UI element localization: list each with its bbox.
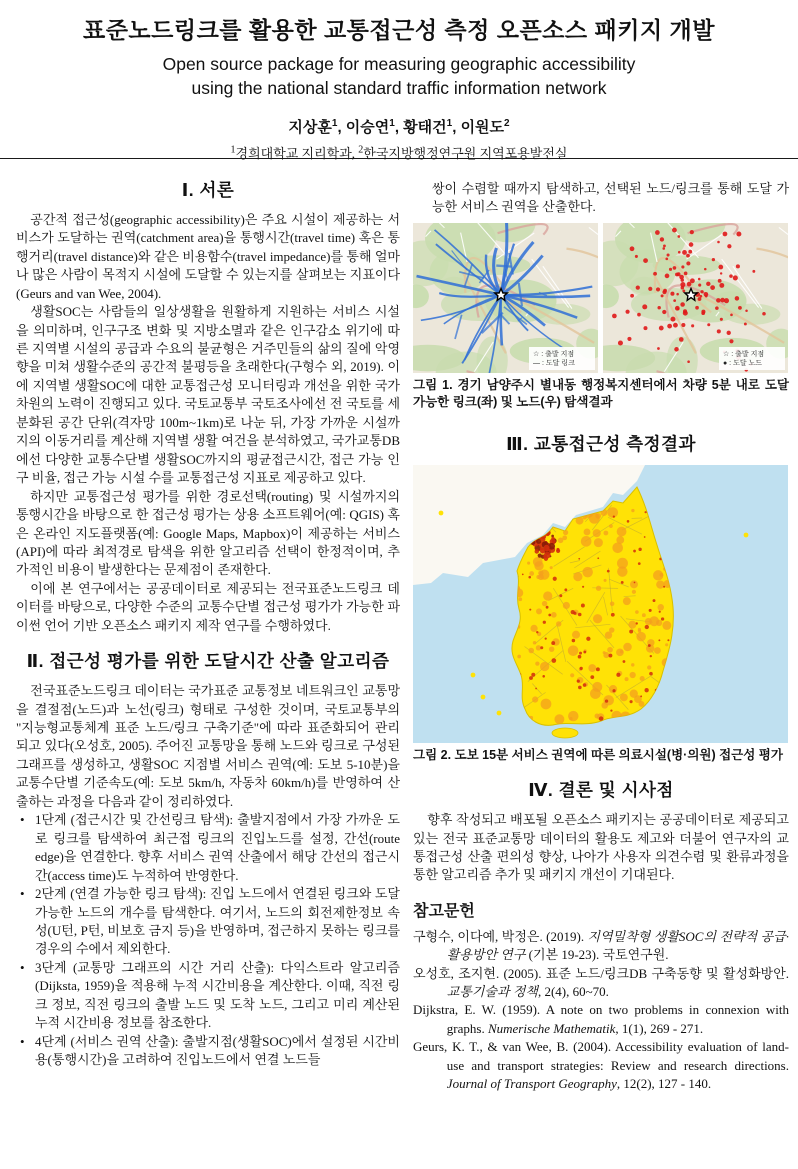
svg-text:☆ : 출발 지점: ☆ : 출발 지점	[533, 350, 575, 358]
affiliation: $^1$경희대학교 지리학과,	[230, 144, 359, 162]
paper-title-english-line2: using the national standard traffic information network	[191, 77, 607, 98]
section-heading-conclusion: Ⅳ. 결론 및 시사점	[528, 780, 674, 801]
reference-item: 구형수, 이다예, 박정은. (2019). 지역밀착형 생활SOC의 전략적 공급·활용방안 연구 (기본 19-23). 국토연구원.	[413, 928, 789, 963]
author-list	[0, 116, 798, 137]
reference-item: 오성호, 조지현. (2005). 표준 노드/링크DB 구축동향 및 활성화방안. 교통기술과 정책, 2(4), 60~70.	[413, 965, 789, 999]
author: 지상훈$^1$,	[288, 118, 346, 137]
algorithm-step: • 3단계 (교통망 그래프의 시간 거리 산출): 다익스트라 알고리즘(Dijksta, 1959)을 적용해 누적 시간비용을 계산한다. 이때, 직전 링크 정보, 직전 링크의 출발 노드 및 도착 노드, 그리고 미리 계산된 누적 시간비용 정보를 참조한다.	[16, 959, 400, 1033]
intro-paragraph-1: 공간적 접근성(geographic accessibility)은 주요 시설이 제공하는 서비스가 도달하는 권역(catchment area)을 통행시간(travel time) 혹은 통행거리(travel distance)와 같은 비용함수(travel impedance)를 통해 얼마나 많은 사람이 목적지 시설에 도달할 수 있는지를 살펴보는 지표이다(Geurs and van Wee, 2004).	[16, 211, 400, 301]
right-column	[413, 176, 789, 1094]
affiliation-list	[0, 143, 798, 162]
algorithm-step: • 4단계 (서비스 권역 산출): 출발지점(생활SOC)에서 설정된 시간비용(통행시간)을 고려하여 진입노드에서 연결 노드들	[16, 1033, 400, 1070]
reference-item: Dijkstra, E. W. (1959). A note on two problems in connexion with graphs. Numerische Mathematik, 1(1), 269 - 271.	[413, 1002, 789, 1036]
conclusion-paragraph-1: 향후 작성되고 배포될 오픈소스 패키지는 공공데이터로 제공되고 있는 전국 표준교통망 데이터의 활용도 제고와 더불어 연구자의 교통접근성 산출 편의성 향상, 나아가 사용자 의견수렴 및 환류과정을 통한 알고리즘 추가 및 패키지 개선이 기대된다.	[413, 812, 789, 883]
algorithm-step-continuation: 쌍이 수렴할 때까지 탐색하고, 선택된 노드/링크를 통해 도달 가능한 서비스 권역을 산출한다.	[432, 181, 789, 215]
author: 이승연$^1$,	[345, 118, 404, 137]
figure2-caption: 그림 2. 도보 15분 서비스 권역에 따른 의료시설(병·의원) 접근성 평가	[413, 747, 783, 762]
paper-title-korean: 표준노드링크를 활용한 교통접근성 측정 오픈소스 패키지 개발	[82, 17, 715, 43]
section-heading-algorithm: Ⅱ. 접근성 평가를 위한 도달시간 산출 알고리즘	[26, 651, 390, 672]
intro-paragraph-4: 이에 본 연구에서는 공공데이터로 제공되는 전국표준노드링크 데이터를 바탕으로, 다양한 수준의 교통수단별 접근성 평가가 가능한 파이썬 언어 기반 오픈소스 패키지 제작 연구를 수행하였다.	[16, 580, 400, 633]
svg-text:● : 도달 노드: ● : 도달 노드	[723, 359, 763, 367]
algorithm-step-list	[16, 811, 400, 1069]
algorithm-paragraph-1: 전국표준노드링크 데이터는 국가표준 교통정보 네트워크인 교통망을 결절점(노드)과 노선(링크) 형태로 구성한 것이며, 국토교통부의 "지능형교통체계 표준 노드/링크 구축기준"에 따라 표준화되어 관리되고 있다(오성호, 2005). 주어진 교통망을 통해 노드와 링크로 구성된 그래프를 생성하고, 생활SOC 지점별 서비스 권역(예: 도보 5-10분)을 교통수단별 기준속도(예: 도보 5km/h, 자동차 60km/h)를 반영하여 산출하는 과정을 다음과 같이 정리하였다.	[16, 683, 400, 809]
references-heading: 참고문헌	[413, 902, 475, 920]
author: 이원도$^2$	[460, 118, 510, 137]
reference-item: Geurs, K. T., & van Wee, B. (2004). Accessibility evaluation of land-use and transport strategies: Review and research directions. Journal of Transport Geography, 12(2), 127 - 140.	[413, 1039, 789, 1092]
paper-title-english	[0, 53, 798, 100]
section-heading-intro: Ⅰ. 서론	[181, 180, 235, 200]
figure2-korea-map	[413, 465, 788, 743]
algorithm-step: • 1단계 (접근시간 및 간선링크 탐색): 출발지점에서 가장 가까운 도로 링크를 탐색하여 최근접 링크의 진입노드를 설정, 간선(route edge)을 연결한다. 향후 서비스 권역 산출에서 해당 간선의 접근시간(access time)도 누적하여 반영한다.	[16, 811, 400, 885]
affiliation: $^2$한국지방행정연구원 지역포용발전실	[358, 144, 568, 162]
intro-paragraph-3: 하지만 교통접근성 평가를 위한 경로선택(routing) 및 시설까지의 통행시간을 바탕으로 한 접근성 평가는 상용 소프트웨어(예: QGIS) 혹은 온라인 지도플랫폼(예: Google Maps, Mapbox)이 제공하는 서비스(API)에 따라 최적경로 탐색을 위한 알고리즘 선택이 한정적이며, 추가적인 비용이 발생한다는 문제점이 존재한다.	[16, 488, 400, 578]
section-heading-results: Ⅲ. 교통접근성 측정결과	[506, 433, 696, 454]
svg-text:— : 도달 링크: — : 도달 링크	[533, 359, 575, 367]
author: 황태건$^1$,	[403, 118, 461, 137]
svg-text:☆ : 출발 지점: ☆ : 출발 지점	[723, 350, 765, 358]
figure1-links-map	[413, 223, 598, 373]
paper-title-english-line1: Open source package for measuring geographic accessibility	[162, 54, 636, 74]
algorithm-step: • 2단계 (연결 가능한 링크 탐색): 진입 노드에서 연결된 링크와 도달 가능한 노드의 개수를 탐색한다. 여기서, 노드의 회전제한정보 속성(U턴, P턴, 비보호 금지 등)을 반영하며, 접근하지 못하는 링크를 경우의 수에서 제외한다.	[16, 885, 400, 959]
intro-paragraph-2: 생활SOC는 사람들의 일상생활을 원활하게 지원하는 서비스 시설을 의미하며, 인구구조 변화 및 지방소멸과 같은 인구감소 위기에 따른 지역별 시설의 공급과 수요의 불균형은 거주민들의 삶의 질에 악영향을 미쳐 생활수준의 공간적 불평등을 초래한다(구형수 외, 2019). 이에 지역별 생활SOC에 대한 교통접근성 모니터링과 개선을 위한 국가 차원의 노력이 진행되고 있다. 국토교통부 국토조사에선 전 국토를 세분화된 공간 단위(격자망 100m~1km)로 나눈 뒤, 가장 가까운 시설까지의 이동거리를 계산해 지역별 생활 여건을 분석하였고, 국가교통DB에선 다양한 교통수단별 생활SOC까지의 평균접근시간, 접근 가능 인구 비율, 접근 가능 시설 수를 교통접근성 지표로 제공하고 있다.	[16, 304, 400, 486]
reference-list	[413, 928, 789, 1094]
header-divider	[0, 158, 798, 159]
figure1-nodes-map	[603, 223, 788, 373]
figure1-caption: 그림 1. 경기 남양주시 별내동 행정복지센터에서 차량 5분 내로 도달 가능한 링크(좌) 및 노드(우) 탐색결과	[413, 377, 789, 410]
title-block	[0, 8, 798, 162]
figure-2	[413, 465, 789, 765]
figure-1	[413, 223, 789, 412]
left-column	[16, 176, 400, 1070]
